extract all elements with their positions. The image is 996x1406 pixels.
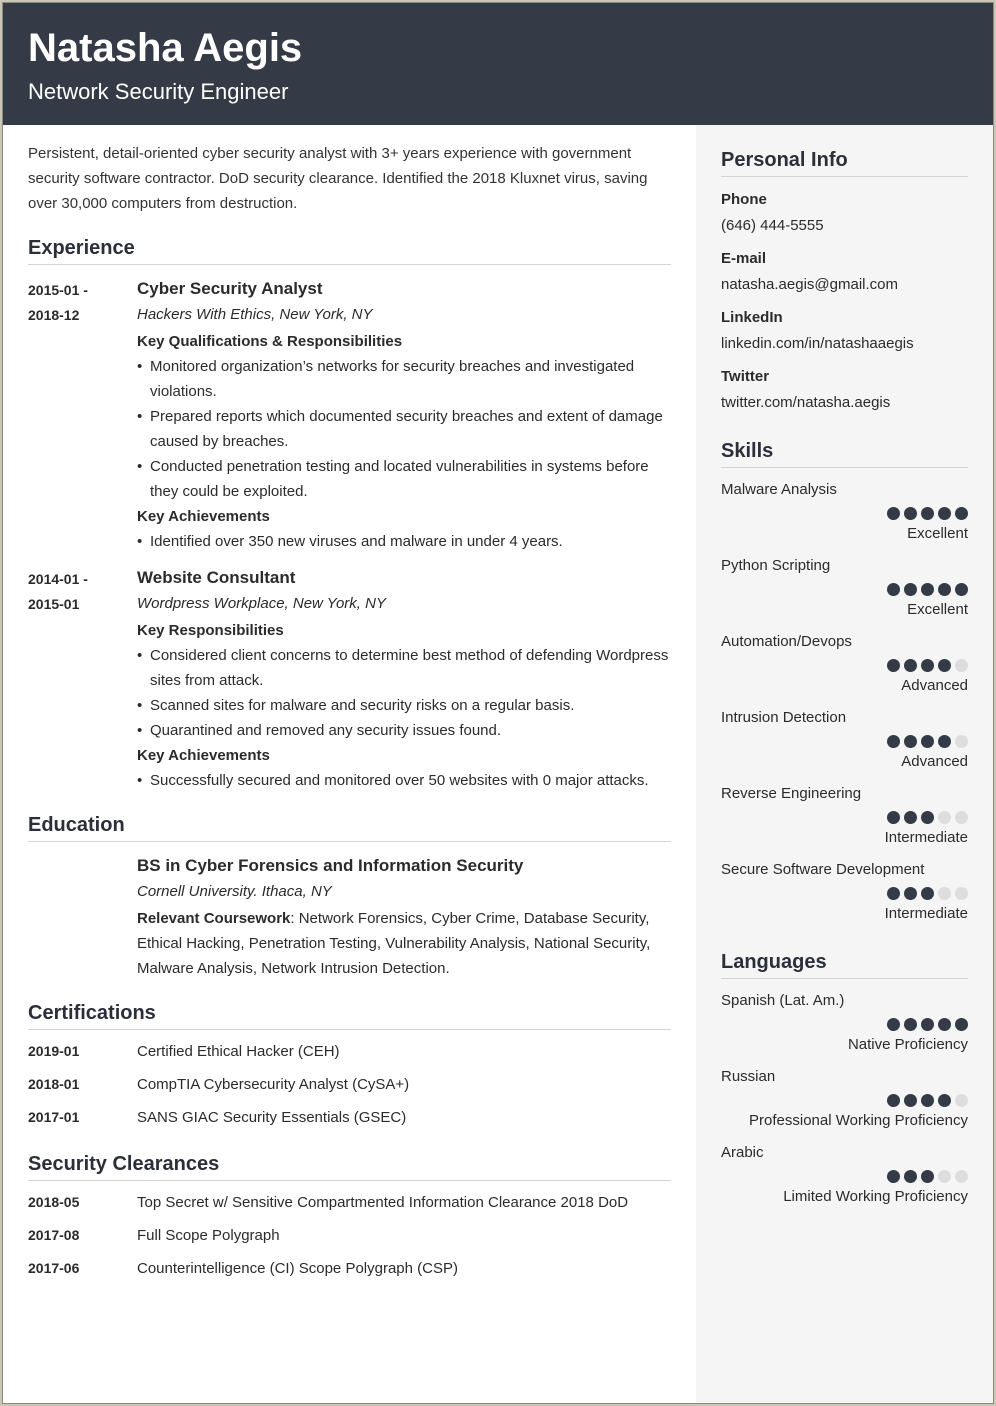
school-name: Cornell University. Ithaca, NY xyxy=(137,883,332,900)
job-date-start: 2014-01 - xyxy=(28,571,88,587)
rating-dots xyxy=(721,1018,968,1031)
achievements-heading: Key Achievements xyxy=(137,508,270,525)
responsibilities-list xyxy=(137,354,671,504)
job-company: Hackers With Ethics, New York, NY xyxy=(137,306,373,323)
skill-item xyxy=(721,860,968,924)
rating-dot-filled xyxy=(955,507,968,520)
language-level: Professional Working Proficiency xyxy=(749,1112,968,1129)
skill-name: Python Scripting xyxy=(721,557,831,574)
rating-dot-filled xyxy=(955,1018,968,1031)
certification-name: CompTIA Cybersecurity Analyst (CySA+) xyxy=(137,1076,410,1093)
coursework-label: Relevant Coursework xyxy=(137,910,291,927)
phone-value: (646) 444-5555 xyxy=(721,217,824,234)
list-item: • Monitored organization’s networks for security breaches and investigated violations. xyxy=(137,354,671,404)
language-item xyxy=(721,991,968,1055)
certification-name: SANS GIAC Security Essentials (GSEC) xyxy=(137,1109,407,1126)
certification-date: 2019-01 xyxy=(28,1043,80,1059)
language-name: Russian xyxy=(721,1068,776,1085)
rating-dot-filled xyxy=(955,583,968,596)
language-item xyxy=(721,1143,968,1207)
rating-dot-filled xyxy=(887,507,900,520)
clearance-name: Full Scope Polygraph xyxy=(137,1227,280,1244)
skill-level: Excellent xyxy=(907,525,968,542)
job-date-end: 2015-01 xyxy=(28,596,80,612)
rating-dots xyxy=(721,1094,968,1107)
rating-dot-filled xyxy=(921,1018,934,1031)
responsibilities-list xyxy=(137,643,671,743)
skills-list xyxy=(721,480,968,924)
certification-row xyxy=(28,1035,671,1068)
rating-dot-filled xyxy=(904,583,917,596)
email-item xyxy=(721,249,968,295)
sidebar xyxy=(696,125,993,1404)
rating-dot-filled xyxy=(904,811,917,824)
list-item: • Prepared reports which documented security breaches and extent of damage caused by breaches. xyxy=(137,404,671,454)
skill-level: Intermediate xyxy=(884,829,968,846)
info-label: Phone xyxy=(721,191,767,208)
rating-dot-empty xyxy=(955,1094,968,1107)
responsibilities-heading: Key Qualifications & Responsibilities xyxy=(137,333,403,350)
clearance-name: Counterintelligence (CI) Scope Polygraph (CSP) xyxy=(137,1260,458,1277)
list-item: • Conducted penetration testing and located vulnerabilities in systems before they could be exploited. xyxy=(137,454,671,504)
achievements-list xyxy=(137,529,671,554)
certification-row xyxy=(28,1101,671,1134)
skill-item xyxy=(721,556,968,620)
list-item: • Scanned sites for malware and security risks on a regular basis. xyxy=(137,693,671,718)
rating-dot-filled xyxy=(887,811,900,824)
rating-dot-filled xyxy=(887,659,900,672)
clearance-date: 2018-05 xyxy=(28,1194,80,1210)
clearance-name: Top Secret w/ Sensitive Compartmented Information Clearance 2018 DoD xyxy=(137,1194,629,1211)
language-item xyxy=(721,1067,968,1131)
languages-list xyxy=(721,991,968,1207)
info-label: LinkedIn xyxy=(721,309,783,326)
rating-dot-filled xyxy=(938,1094,951,1107)
clearance-row xyxy=(28,1252,671,1285)
coursework-text: : Network Forensics, Cyber Crime, Database Security, Ethical Hacking, Penetration Testing, Vulnerability Analysis, National Security, Malware Analysis, Network Intrusion Detection. xyxy=(137,910,651,977)
rating-dot-empty xyxy=(955,735,968,748)
twitter-item xyxy=(721,367,968,413)
language-name: Spanish (Lat. Am.) xyxy=(721,992,845,1009)
rating-dots xyxy=(721,583,968,596)
list-item: • Quarantined and removed any security issues found. xyxy=(137,718,671,743)
rating-dot-filled xyxy=(921,811,934,824)
rating-dot-filled xyxy=(887,735,900,748)
skill-item xyxy=(721,632,968,696)
phone-item xyxy=(721,190,968,236)
linkedin-value: linkedin.com/in/natashaaegis xyxy=(721,335,914,352)
rating-dots xyxy=(721,659,968,672)
skill-level: Intermediate xyxy=(884,905,968,922)
job-date-start: 2015-01 - xyxy=(28,282,88,298)
rating-dot-filled xyxy=(921,887,934,900)
certification-row xyxy=(28,1068,671,1101)
personal-info-list xyxy=(721,190,968,413)
rating-dot-filled xyxy=(904,507,917,520)
skill-level: Advanced xyxy=(901,753,968,770)
languages-heading: Languages xyxy=(721,949,968,979)
skill-item xyxy=(721,708,968,772)
rating-dot-empty xyxy=(955,659,968,672)
education-heading: Education xyxy=(28,813,671,842)
rating-dot-filled xyxy=(938,735,951,748)
rating-dots xyxy=(721,507,968,520)
skill-name: Secure Software Development xyxy=(721,861,925,878)
language-name: Arabic xyxy=(721,1144,764,1161)
skill-name: Automation/Devops xyxy=(721,633,852,650)
rating-dot-filled xyxy=(904,1170,917,1183)
language-level: Native Proficiency xyxy=(847,1036,968,1053)
rating-dot-empty xyxy=(938,1170,951,1183)
rating-dot-filled xyxy=(921,1094,934,1107)
certifications-heading: Certifications xyxy=(28,1001,671,1030)
rating-dot-filled xyxy=(921,1170,934,1183)
list-item: • Considered client concerns to determine best method of defending Wordpress sites from attack. xyxy=(137,643,671,693)
rating-dot-filled xyxy=(887,1018,900,1031)
job-dates xyxy=(28,567,128,617)
rating-dot-filled xyxy=(938,583,951,596)
rating-dot-filled xyxy=(887,887,900,900)
rating-dot-filled xyxy=(921,507,934,520)
rating-dot-empty xyxy=(938,887,951,900)
rating-dot-filled xyxy=(921,583,934,596)
rating-dot-filled xyxy=(921,659,934,672)
rating-dot-filled xyxy=(887,1094,900,1107)
rating-dot-filled xyxy=(938,507,951,520)
certification-name: Certified Ethical Hacker (CEH) xyxy=(137,1043,340,1060)
clearance-row xyxy=(28,1219,671,1252)
skills-heading: Skills xyxy=(721,438,968,468)
rating-dot-filled xyxy=(904,887,917,900)
job-title: Cyber Security Analyst xyxy=(137,279,323,298)
rating-dots xyxy=(721,811,968,824)
job-entry xyxy=(28,277,671,554)
summary-text: Persistent, detail-oriented cyber security analyst with 3+ years experience with government security software contractor. DoD security clearance. Identified the 2018 Kluxnet virus, saving over 30,000 computers from destruction. xyxy=(28,145,648,212)
clearance-row xyxy=(28,1186,671,1219)
job-title: Website Consultant xyxy=(137,568,296,587)
linkedin-item xyxy=(721,308,968,354)
clearance-date: 2017-08 xyxy=(28,1227,80,1243)
rating-dot-filled xyxy=(904,1094,917,1107)
candidate-title: Network Security Engineer xyxy=(28,79,289,104)
certifications-list xyxy=(28,1035,671,1134)
rating-dot-filled xyxy=(938,659,951,672)
main-column xyxy=(28,141,671,1285)
resume-header xyxy=(3,3,993,125)
rating-dot-filled xyxy=(938,1018,951,1031)
job-dates xyxy=(28,278,128,328)
rating-dot-empty xyxy=(955,1170,968,1183)
clearances-heading: Security Clearances xyxy=(28,1152,671,1181)
certification-date: 2018-01 xyxy=(28,1076,80,1092)
rating-dot-filled xyxy=(887,1170,900,1183)
rating-dot-filled xyxy=(921,735,934,748)
language-level: Limited Working Proficiency xyxy=(783,1188,968,1205)
achievements-heading: Key Achievements xyxy=(137,747,270,764)
twitter-value: twitter.com/natasha.aegis xyxy=(721,394,891,411)
rating-dots xyxy=(721,1170,968,1183)
info-label: E-mail xyxy=(721,250,767,267)
education-entry xyxy=(137,854,671,981)
skill-item xyxy=(721,784,968,848)
clearance-date: 2017-06 xyxy=(28,1260,80,1276)
skill-name: Reverse Engineering xyxy=(721,785,862,802)
job-entry xyxy=(28,566,671,793)
rating-dot-empty xyxy=(955,887,968,900)
rating-dots xyxy=(721,735,968,748)
experience-heading: Experience xyxy=(28,236,671,265)
rating-dot-empty xyxy=(955,811,968,824)
responsibilities-heading: Key Responsibilities xyxy=(137,622,284,639)
rating-dot-filled xyxy=(904,1018,917,1031)
achievements-list xyxy=(137,768,671,793)
certification-date: 2017-01 xyxy=(28,1109,80,1125)
rating-dot-filled xyxy=(904,735,917,748)
info-label: Twitter xyxy=(721,368,770,385)
clearances-list xyxy=(28,1186,671,1285)
rating-dot-empty xyxy=(938,811,951,824)
personal-info-heading: Personal Info xyxy=(721,147,968,177)
email-value: natasha.aegis@gmail.com xyxy=(721,276,898,293)
job-company: Wordpress Workplace, New York, NY xyxy=(137,595,386,612)
rating-dot-filled xyxy=(887,583,900,596)
rating-dots xyxy=(721,887,968,900)
list-item: • Identified over 350 new viruses and malware in under 4 years. xyxy=(137,529,671,554)
rating-dot-filled xyxy=(904,659,917,672)
skill-name: Intrusion Detection xyxy=(721,709,847,726)
degree-title: BS in Cyber Forensics and Information Security xyxy=(137,856,524,875)
job-date-end: 2018-12 xyxy=(28,307,80,323)
skill-item xyxy=(721,480,968,544)
skill-level: Advanced xyxy=(901,677,968,694)
coursework xyxy=(137,906,671,981)
skill-name: Malware Analysis xyxy=(721,481,837,498)
resume-page xyxy=(2,2,994,1404)
candidate-name: Natasha Aegis xyxy=(28,26,303,70)
list-item: • Successfully secured and monitored over 50 websites with 0 major attacks. xyxy=(137,768,671,793)
skill-level: Excellent xyxy=(907,601,968,618)
